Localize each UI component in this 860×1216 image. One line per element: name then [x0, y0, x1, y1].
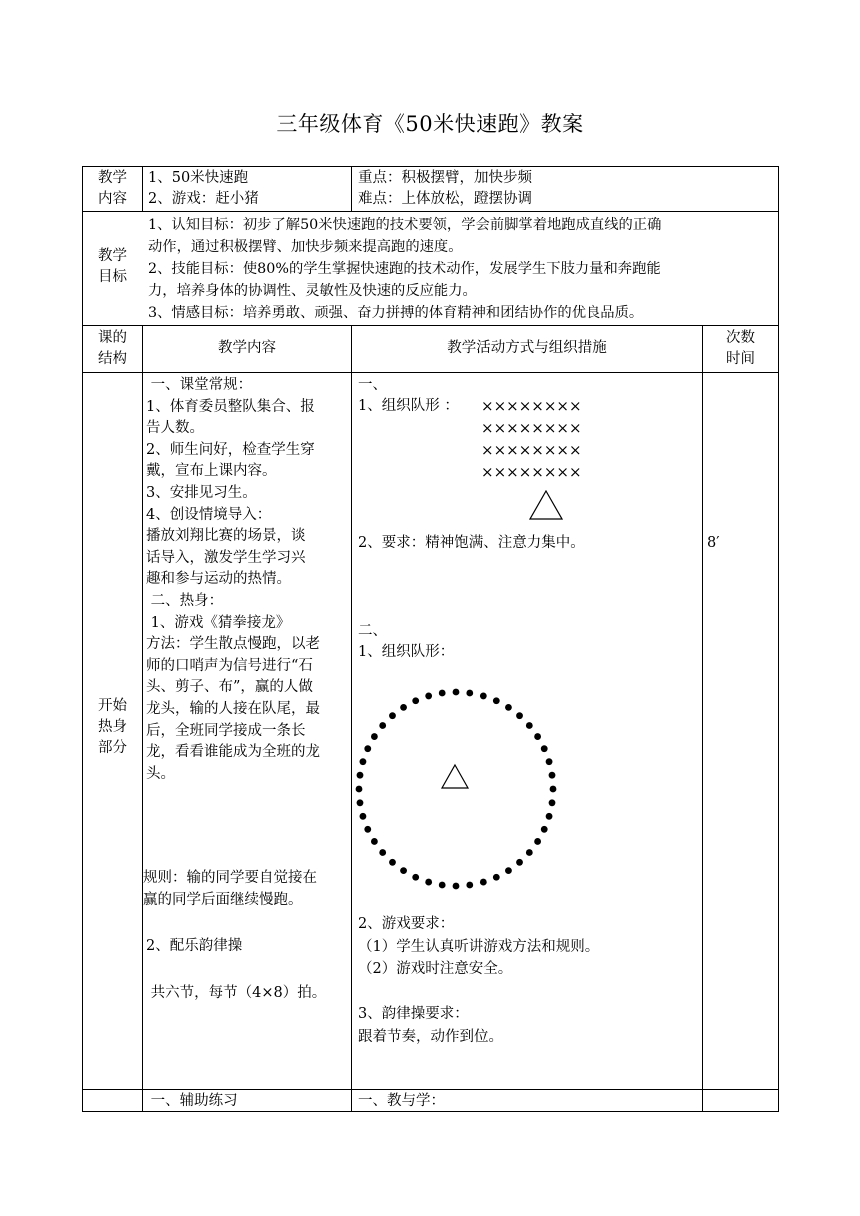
- student-dot: [389, 859, 396, 866]
- student-dot: [364, 745, 371, 752]
- student-dot: [466, 882, 473, 889]
- formation-row: ××××××××: [481, 441, 582, 459]
- header-methods: 教学活动方式与组织措施: [447, 340, 607, 356]
- student-dot: [453, 883, 460, 890]
- page-title: 三年级体育《50米快速跑》教案: [276, 112, 584, 136]
- student-dot: [412, 697, 419, 704]
- student-dot: [505, 704, 512, 711]
- warmup-rhythm-title: 2、配乐韵律操: [146, 938, 243, 954]
- game-requirements: 2、游戏要求： （1）学生认真听讲游戏方法和规则。 （2）游戏时注意安全。 3、韵律操要求： 跟着节奏，动作到位。: [358, 916, 600, 1045]
- student-dot: [400, 704, 407, 711]
- row-divider: [82, 211, 779, 212]
- student-dot: [480, 693, 487, 700]
- student-dot: [389, 712, 396, 719]
- student-dot: [546, 813, 553, 820]
- student-dot: [516, 859, 523, 866]
- student-dot: [371, 838, 378, 845]
- formation-row: ××××××××: [481, 397, 582, 415]
- student-dot: [400, 867, 407, 874]
- column-divider: [351, 166, 352, 212]
- student-dot: [371, 733, 378, 740]
- student-dot: [466, 690, 473, 697]
- student-dot: [357, 799, 364, 806]
- last-row-methods: 一、教与学：: [358, 1093, 445, 1109]
- teacher-triangle-icon: [442, 765, 468, 788]
- row-divider: [82, 372, 779, 373]
- methods-part2: 二、 1、组织队形：: [358, 623, 455, 660]
- warmup-rules: 规则：输的同学要自觉接在 赢的同学后面继续慢跑。: [143, 870, 317, 908]
- student-dot: [534, 733, 541, 740]
- warmup-label: 开始 热身 部分: [98, 698, 127, 756]
- warmup-time: 8′: [707, 535, 720, 551]
- student-dot: [493, 697, 500, 704]
- row-divider: [82, 325, 779, 326]
- methods-requirement: 2、要求：精神饱满、注意力集中。: [358, 535, 585, 551]
- header-content: 教学内容: [218, 340, 276, 356]
- student-dot: [541, 745, 548, 752]
- student-dot: [360, 758, 367, 765]
- student-dot: [439, 690, 446, 697]
- student-dot: [526, 722, 533, 729]
- header-structure: 课的 结构: [98, 330, 127, 367]
- goals-label: 教学 目标: [98, 248, 127, 285]
- content-items: 1、50米快速跑 2、游戏：赶小猪: [148, 170, 259, 207]
- student-dot: [534, 838, 541, 845]
- student-dot: [357, 772, 364, 779]
- student-dot: [550, 786, 557, 793]
- student-dot: [425, 693, 432, 700]
- student-dot: [541, 826, 548, 833]
- student-dot: [425, 879, 432, 886]
- student-dot: [453, 689, 460, 696]
- student-dot: [412, 874, 419, 881]
- row-divider: [82, 1089, 779, 1090]
- row-divider: [82, 166, 779, 167]
- warmup-content: 一、课堂常规： 1、体育委员整队集合、报 告人数。 2、师生问好，检查学生穿 戴，宣布上课内容。 3、安排见习生。 4、创设情境导入： 播放刘翔比赛的场景，谈 话导入，激发学生学习兴 趣和参与运动的热情。 二、热身： 1、游戏《猜拳接龙》 方法：学生散点慢跑，以老 师的口哨声为信号进行“石 头、剪子、布”，赢的人做 龙头，输的人接在队尾，最 后，全班同学接成一条长 龙，看看谁能成为全班的龙 头。: [146, 377, 320, 782]
- key-point: 重点：积极摆臂，加快步频: [358, 170, 532, 186]
- circle-formation-icon: [352, 684, 564, 896]
- student-dot: [526, 849, 533, 856]
- teacher-triangle-icon: [529, 490, 563, 520]
- student-dot: [356, 786, 363, 793]
- student-dot: [360, 813, 367, 820]
- student-dot: [379, 722, 386, 729]
- student-dot: [364, 826, 371, 833]
- student-dot: [379, 849, 386, 856]
- student-dot: [505, 867, 512, 874]
- difficulty-point: 难点：上体放松，蹬摆协调: [358, 191, 532, 207]
- student-dot: [439, 882, 446, 889]
- warmup-rhythm-detail: 共六节，每节（4×8）拍。: [146, 985, 327, 1001]
- column-divider: [778, 166, 779, 1112]
- formation-row: ××××××××: [481, 419, 582, 437]
- key-points: [358, 168, 773, 210]
- column-divider: [142, 325, 143, 1112]
- last-row-content: 一、辅助练习: [146, 1093, 238, 1109]
- student-dot: [549, 772, 556, 779]
- methods-part1: 一、 1、组织队形 ：: [358, 377, 459, 414]
- student-dot: [549, 799, 556, 806]
- goals-text: 1、认知目标：初步了解50米快速跑的技术要领，学会前脚掌着地跑成直线的正确 动作，通过积极摆臂、加快步频来提高跑的速度。 2、技能目标：使80%的学生掌握快速跑的技术动作，发展学生下肢力量和奔跑能 力，培养身体的协调性、灵敏性及快速的反应能力。 3、情感目标：培养勇敢、顽强、奋力拼搏的体育精神和团结协作的优良品质。: [148, 217, 662, 321]
- header-time: 次数 时间: [726, 330, 755, 367]
- student-dot: [480, 879, 487, 886]
- student-dot: [493, 874, 500, 881]
- column-divider: [702, 325, 703, 1112]
- content-label: 教学 内容: [98, 170, 127, 207]
- column-divider: [82, 166, 83, 1112]
- student-dot: [546, 758, 553, 765]
- column-divider: [142, 166, 143, 212]
- formation-row: ××××××××: [481, 463, 582, 481]
- student-dot: [516, 712, 523, 719]
